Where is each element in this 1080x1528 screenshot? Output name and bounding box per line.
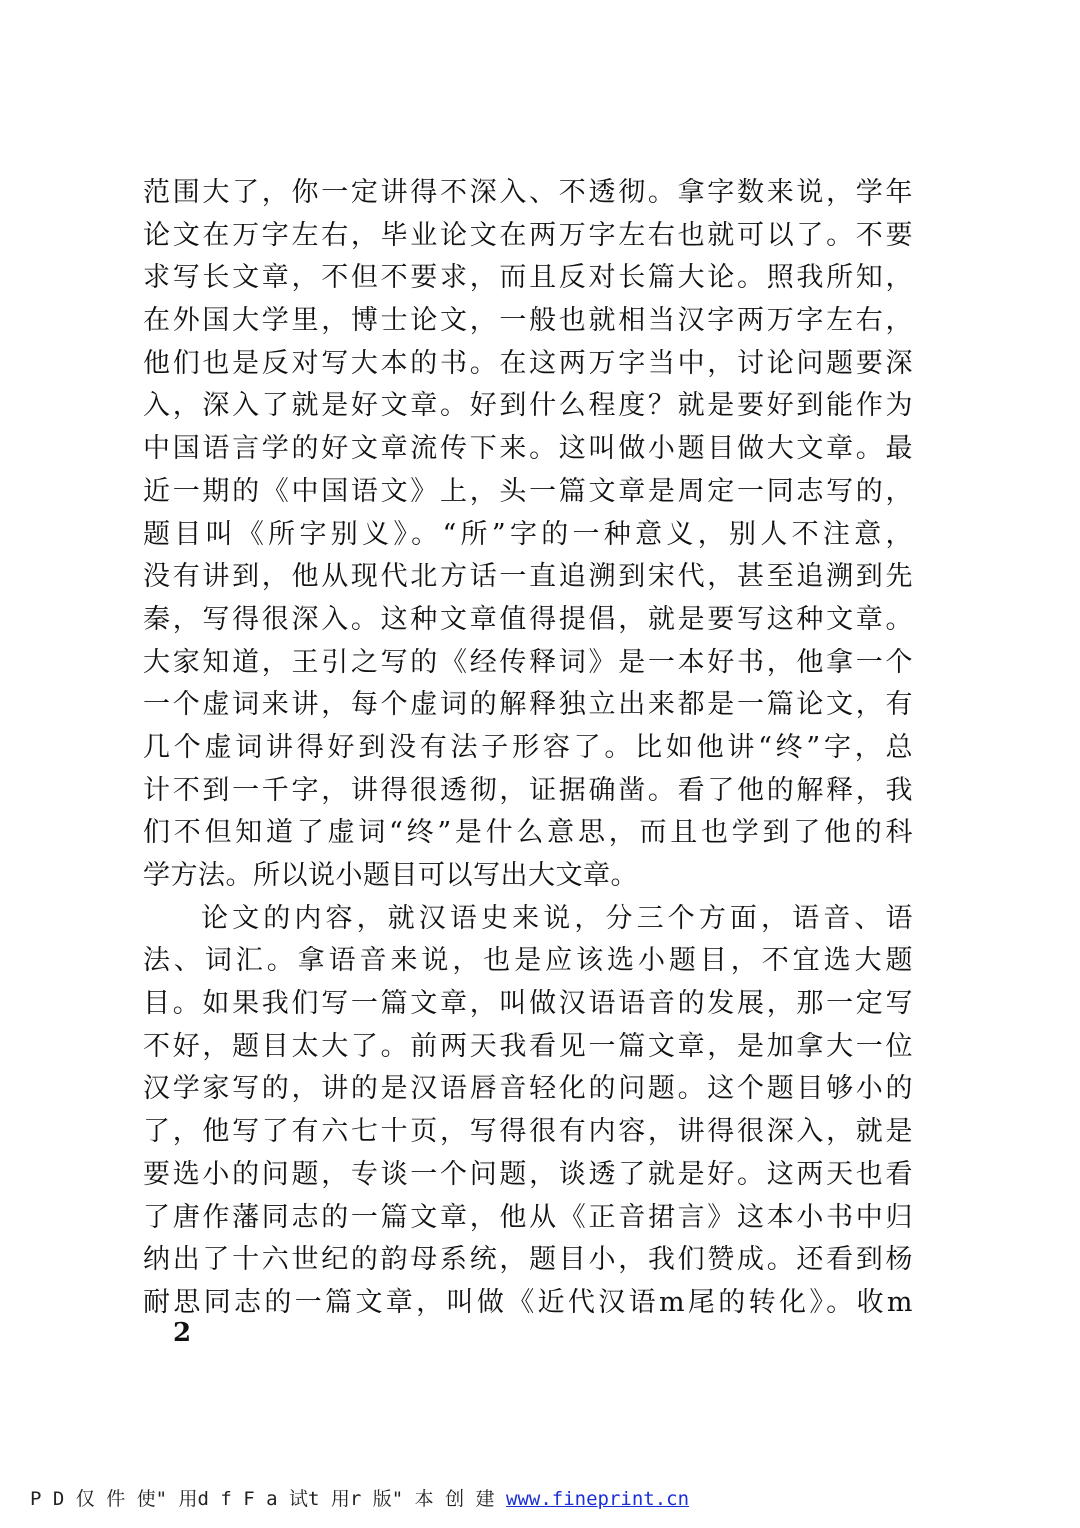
text-line: 计不到一千字，讲得很透彻，证据确凿。看了他的解释，我 [143,774,913,806]
paragraph-end-line: 学方法。所以说小题目可以写出大文章。 [143,860,638,891]
watermark-link[interactable]: www.fineprint.cn [506,1488,690,1510]
text-line: 汉学家写的，讲的是汉语唇音轻化的问题。这个题目够小的 [143,1073,913,1105]
text-line: 论文在万字左右，毕业论文在两万字左右也就可以了。不要 [143,219,913,251]
text-line: 了唐作藩同志的一篇文章，他从《正音捃言》这本小书中归 [143,1201,913,1233]
text-line: 不好，题目太大了。前两天我看见一篇文章，是加拿大一位 [143,1030,913,1062]
page-number: 2 [173,1318,192,1348]
text-line: 没有讲到，他从现代北方话一直追溯到宋代，甚至追溯到先 [143,561,913,593]
text-line: 范围大了，你一定讲得不深入、不透彻。拿字数来说，学年 [143,177,913,208]
text-line: 秦，写得很深入。这种文章值得提倡，就是要写这种文章。 [143,603,913,635]
body-text [143,172,913,1325]
text-line: 了，他写了有六七十页，写得很有内容，讲得很深入，就是 [143,1116,913,1148]
text-line: 题目叫《所字别义》。“所”字的一种意义，别人不注意， [143,518,913,550]
paragraph-start-line: 论文的内容，就汉语史来说，分三个方面，语音、语 [201,902,913,934]
text-line: 大家知道，王引之写的《经传释词》是一本好书，他拿一个 [143,646,913,678]
text-line: 几个虚词讲得好到没有法子形容了。比如他讲“终”字，总 [143,731,913,763]
text-line: 纳出了十六世纪的韵母系统，题目小，我们赞成。还看到杨 [143,1244,913,1276]
text-line: 要选小的问题，专谈一个问题，谈透了就是好。这两天也看 [143,1158,913,1190]
text-line: 在外国大学里，博士论文，一般也就相当汉字两万字左右， [143,305,913,337]
text-line: 耐思同志的一篇文章，叫做《近代汉语m尾的转化》。收m [143,1286,913,1318]
text-line: 他们也是反对写大本的书。在这两万字当中，讨论问题要深 [143,347,913,379]
text-line: 们不但知道了虚词“终”是什么意思，而且也学到了他的科 [143,817,913,849]
text-line: 中国语言学的好文章流传下来。这叫做小题目做大文章。最 [143,433,913,465]
text-line: 近一期的《中国语文》上，头一篇文章是周定一同志写的， [143,475,913,507]
text-line: 求写长文章，不但不要求，而且反对长篇大论。照我所知， [143,262,913,294]
text-line: 目。如果我们写一篇文章，叫做汉语语音的发展，那一定写 [143,988,913,1020]
text-line: 一个虚词来讲，每个虚词的解释独立出来都是一篇论文，有 [143,689,913,721]
watermark-text: P D 仅 件 使" 用d f F a 试t 用r 版" 本 创 建 [30,1488,495,1510]
text-line: 法、词汇。拿语音来说，也是应该选小题目，不宜选大题 [143,945,913,977]
watermark-footer [30,1484,1050,1511]
text-line: 入，深入了就是好文章。好到什么程度？就是要好到能作为 [143,390,913,422]
